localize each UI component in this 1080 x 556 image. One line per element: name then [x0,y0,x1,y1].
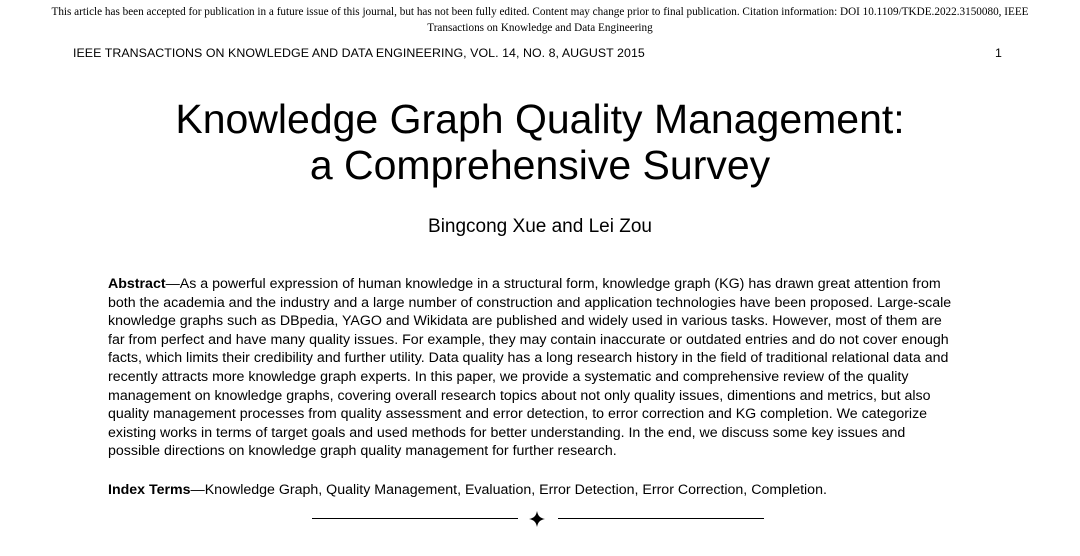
abstract-line: management on knowledge graphs, covering overall research topics about not only quality issues, dimentions and metrics, but also [108,387,931,404]
authors: Bingcong Xue and Lei Zou [428,216,652,237]
paper-title [0,96,1080,188]
publication-notice-line-2: Transactions on Knowledge and Data Engineering [427,22,653,34]
abstract-line: quality management processes from quality assessment and error detection, to error correction and KG completion. We categorize [108,406,928,423]
index-terms-label: Index Terms [108,482,191,498]
paper-title-line-1: Knowledge Graph Quality Management: [175,96,905,142]
abstract-line: facts, which limits their credibility and further utility. Data quality has a long research history in the field of traditional relational data and [108,350,949,367]
index-terms [108,481,978,500]
publication-notice [0,4,1080,36]
index-terms-text: —Knowledge Graph, Quality Management, Evaluation, Error Detection, Error Correction, Completion. [190,482,827,498]
abstract-line: knowledge graphs such as DBpedia, YAGO and Wikidata are published and widely used in various tasks. However, most of them are [108,313,942,330]
page-number: 1 [995,46,1002,60]
abstract-line [108,275,978,294]
paper-title-line-2: a Comprehensive Survey [309,142,771,188]
separator-rule-right [558,518,764,519]
abstract-line: recently attracts more knowledge graph experts. In this paper, we provide a systematic and comprehensive review of the quality [108,368,909,385]
publication-notice-line-1: This article has been accepted for publication in a future issue of this journal, but has not been fully edited. Content may change prior to final publication. Citation information: DOI 10.1109/TKDE.2022.3150080, IEEE [51,6,1029,18]
running-head: IEEE TRANSACTIONS ON KNOWLEDGE AND DATA ENGINEERING, VOL. 14, NO. 8, AUGUST 2015 [73,46,645,60]
abstract-line: possible directions on knowledge graph quality management for further research. [108,443,617,460]
abstract [108,275,978,461]
section-separator [312,510,764,528]
diamond-icon [529,511,545,527]
separator-rule-left [312,518,518,519]
abstract-line: far from perfect and have many quality issues. For example, they may contain inaccurate or outdated entries and do not cover enough [108,331,949,348]
abstract-line: existing works in terms of target goals and used methods for better understanding. In the end, we discuss some key issues and [108,424,906,441]
abstract-line: both the academia and the industry and a large number of construction and application technologies have been proposed. Large-scale [108,294,952,311]
abstract-label: Abstract [108,276,166,292]
abstract-text: —As a powerful expression of human knowledge in a structural form, knowledge graph (KG) has drawn great attention from [165,276,941,292]
